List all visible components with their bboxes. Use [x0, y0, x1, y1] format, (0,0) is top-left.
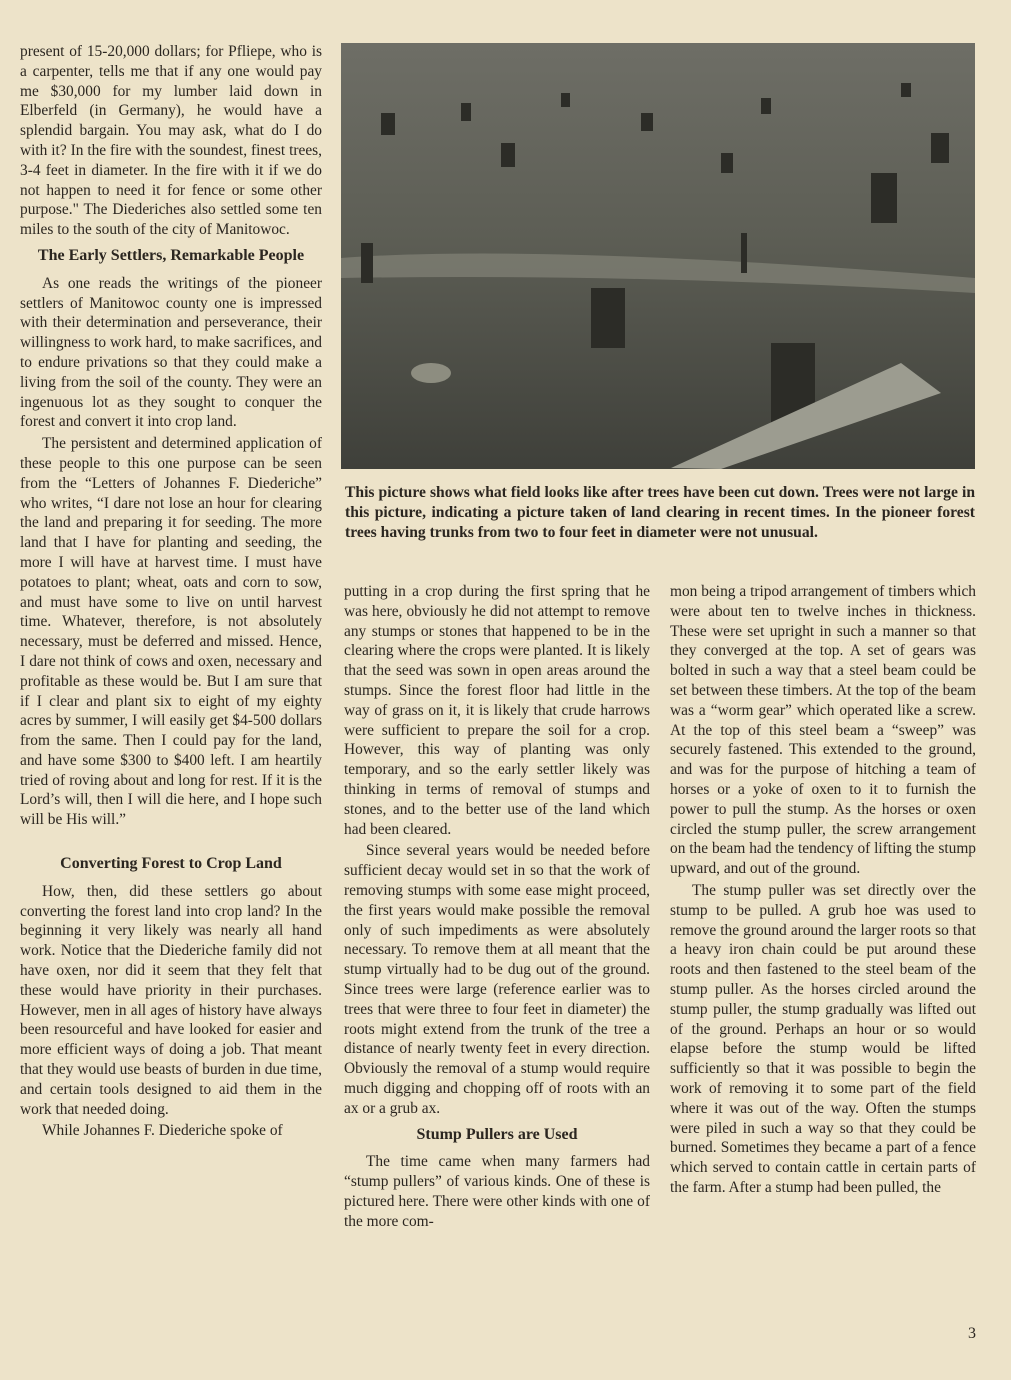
paragraph: While Johannes F. Diederiche spoke of	[42, 1122, 283, 1140]
section-heading-converting-forest: Converting Forest to Crop Land	[60, 855, 282, 873]
paragraph: The time came when many farmers had “stump pullers” of various kinds. One of these is pictured here. There were other kinds with one of the more com-	[344, 1153, 650, 1230]
page-number: 3	[968, 1325, 976, 1342]
paragraph: present of 15-20,000 dollars; for Pfliepe, who is a carpenter, tells me that if any one would pay me $30,000 for my lumber laid down in Elberfeld (in Germany), he would have a splendid bargain. You may ask, what do I do with it? In the fire with the soundest, finest trees, 3-4 feet in diameter. In the fire with it if we do not happen to need it for fence or some other purpose." The Diederiches also settled some ten miles to the south of the city of Manitowoc.	[20, 43, 322, 239]
paragraph: The stump puller was set directly over the stump to be pulled. A grub hoe was used to remove the ground around the larger roots so that a heavy iron chain could be put around these roots and then fastened to the steel beam of the stump puller. As the horses circled around the stump puller, the stump gradually was lifted out of the ground. Perhaps an hour or so would elapse before the stump would be lifted sufficiently so that it was possible to begin the work of removing it to some part of the field where it was out of the way. Often the stumps were piled in such a way so that they could be burned. Sometimes they became a part of a fence which served to contain cattle in certain parts of the farm. After a stump had been pulled, the	[670, 881, 976, 1196]
photo-caption: This picture shows what field looks like after trees have been cut down. Trees were not large in this picture, indicating a picture taken of land clearing in recent times. In the pioneer forest trees having trunks from two to four feet in diameter were not unusual.	[345, 484, 975, 541]
column-middle	[344, 582, 650, 1234]
paragraph: The persistent and determined application of these people to this one purpose can be seen from the “Letters of Johannes F. Diederiche” who writes, “I dare not lose an hour for clearing the land and preparing it for seeding. The more land that I have for planting and seeding, the more I will have at harvest time. I must have potatoes to plant; wheat, oats and corn to sow, and must have some to live on until harvest time. Whatever, therefore, is not absolutely necessary, must be deferred and missed. Hence, I dare not think of cows and oxen, necessary and profitable as these would be. But I am sure that if I clear and plant six to eight of my eighty acres by summer, I will easily get $4-500 dollars from the same. Then I could pay for the land, and have some $300 to $400 left. I am heartily tried of roving about and long for rest. If it is the Lord’s will, then I will die here, and I hope such will be His will.”	[20, 435, 322, 829]
field-stumps-image	[341, 43, 975, 469]
paragraph: mon being a tripod arrangement of timbers which were about ten to twelve inches in thickness. These were set upright in such a manner so that they converged at the top. A set of gears was bolted in such a way that a steel beam could be set between these timbers. At the top of the beam was a “worm gear” which operated like a screw. At the top of this steel beam a “sweep” was securely fastened. This extended to the ground, and was for the purpose of hitching a team of horses or a yoke of oxen to it to furnish the power to pull the stump. As the horses or oxen circled the stump puller, the screw arrangement on the beam had the tendency of lifting the stump upward, and out of the ground.	[670, 583, 976, 878]
paragraph: putting in a crop during the first spring that he was here, obviously he did not attempt to remove any stumps or stones that happened to be in the clearing where the crops were planted. It is likely that the seed was sown in open areas around the stumps. Since the forest floor had little in the way of grass on it, it is likely that crude harrows were sufficient to prepare the soil for a crop. However, this way of planting was only temporary, and so the early settler likely was thinking in terms of removal of stumps and stones, and to the better use of the land which had been cleared.	[344, 583, 650, 838]
paragraph: As one reads the writings of the pioneer settlers of Manitowoc county one is impressed with their determination and perseverance, their willingness to work hard, to make sacrifices, and to endure privations so that they could make a living from the soil of the county. They were an ingenuous lot as they sought to conquer the forest and convert it into crop land.	[20, 274, 322, 431]
paragraph: How, then, did these settlers go about converting the forest land into crop land? In the beginning it very likely was nearly all hand work. Notice that the Diederiche family did not have oxen, nor did it seem that they felt that these would have priority in their purchases. However, men in all ages of history have always been resourceful and have looked for easier and more efficient ways of doing a job. That meant that they would use beasts of burden in due time, and certain tools designed to aid them in the work that needed doing.	[20, 882, 322, 1118]
paragraph: Since several years would be needed before sufficient decay would set in so that the work of removing stumps with some ease might proceed, the first years would make possible the removal only of such impediments as were absolutely necessary. To remove them at all meant that the stump virtually had to be dug out of the ground. Since trees were large (reference earlier was to trees that were three to four feet in diameter) the roots might extend from the trunk of the tree a distance of nearly twenty feet in every direction. Obviously the removal of a stump would require much digging and chopping off of roots with an ax or a grub ax.	[344, 842, 650, 1117]
section-heading-stump-pullers: Stump Pullers are Used	[416, 1125, 578, 1143]
section-heading-early-settlers: The Early Settlers, Remarkable People	[37, 246, 305, 264]
photo-cleared-field	[341, 43, 975, 469]
column-left	[20, 42, 322, 1143]
column-right	[670, 582, 976, 1200]
